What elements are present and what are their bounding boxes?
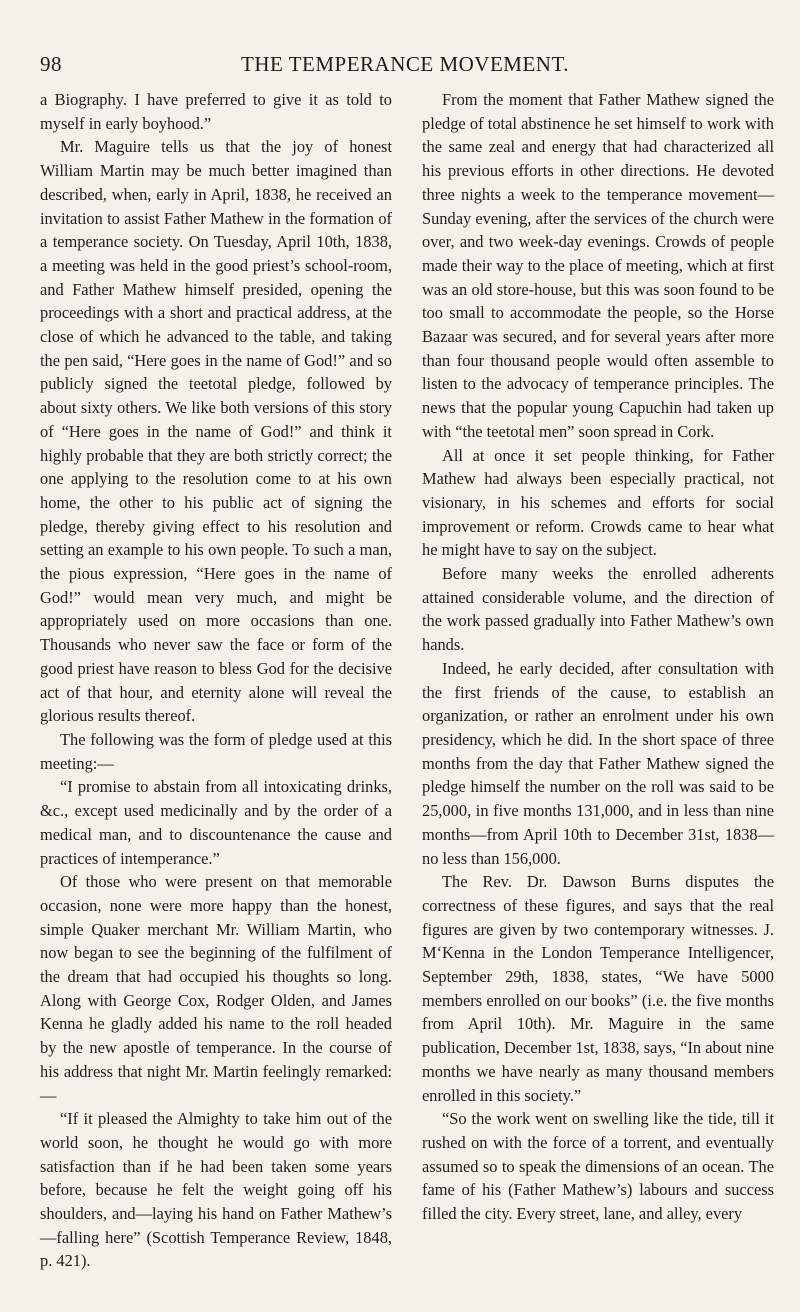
- pledge-quote: “I promise to abstain from all intoxicating drinks, &c., except used medicinally and by the order of a medical man, and to discountenance the cause and practices of intemperance.”: [40, 777, 392, 868]
- paragraph: Of those who were present on that memorable occasion, none were more happy than the honest, simple Quaker merchant Mr. William Martin, who now began to see the beginning of the fulfilment of the dream that had occupied his thoughts so long. Along with George Cox, Rodger Olden, and James Kenna he gladly added his name to the roll headed by the new apostle of temperance. In the course of his address that night Mr. Martin feelingly remarked:—: [40, 872, 392, 1105]
- martin-quote: “If it pleased the Almighty to take him out of the world soon, he thought he would go with more satisfaction than if he had been taken some years before, because he felt the weight going off his shoulders, and—laying his hand on Father Mathew’s—falling here” (Scottish Temperance Review, 1848, p. 421).: [40, 1109, 392, 1271]
- paragraph: “So the work went on swelling like the tide, till it rushed on with the force of a torrent, and eventually assumed so to speak the dimensions of an ocean. The fame of his (Father Mathew’s) labours and success filled the city. Every street, lane, and alley, every: [422, 1109, 774, 1224]
- left-column: [40, 88, 392, 1273]
- page-header: [40, 52, 770, 82]
- right-column: [422, 88, 774, 1226]
- paragraph: Before many weeks the enrolled adherents attained considerable volume, and the direction of the work passed gradually into Father Mathew’s own hands.: [422, 564, 774, 655]
- paragraph: Indeed, he early decided, after consultation with the first friends of the cause, to establish an organization, or rather an enrolment under his own presidency, which he did. In the short space of three months from the day that Father Mathew signed the pledge himself the number on the roll was said to be 25,000, in five months 131,000, and in less than nine months—from April 10th to December 31st, 1838—no less than 156,000.: [422, 658, 774, 868]
- running-title: THE TEMPERANCE MOVEMENT.: [241, 52, 569, 76]
- paragraph: Mr. Maguire tells us that the joy of honest William Martin may be much better imagined than described, when, early in April, 1838, he received an invitation to assist Father Mathew in the formation of a temperance society. On Tuesday, April 10th, 1838, a meeting was held in the good priest’s school-room, and Father Mathew himself presided, opening the proceedings with a short and practical address, at the close of which he advanced to the table, and taking the pen said, “Here goes in the name of God!” and so publicly signed the teetotal pledge, followed by about sixty others. We like both versions of this story of “Here goes in the name of God!” and think it highly probable that they are both strictly correct; the one applying to the resolution come to at his own home, the other to his public act of signing the pledge, thereby giving effect to his resolution and setting an example to his own people. To such a man, the pious expression, “Here goes in the name of God!” would mean very much, and might be appropriately used on more occasions than one. Thousands who never saw the face or form of the good priest have reason to bless God for the decisive act of that hour, and eternity alone will reveal the glorious results thereof.: [40, 137, 392, 726]
- paragraph: The following was the form of pledge used at this meeting:—: [40, 729, 392, 773]
- paragraph: All at once it set people thinking, for Father Mathew had always been especially practical, not visionary, in his schemes and efforts for social improvement or reform. Crowds came to hear what he might have to say on the subject.: [422, 445, 774, 560]
- page-number: 98: [40, 52, 62, 76]
- paragraph: a Biography. I have preferred to give it as told to myself in early boyhood.”: [40, 90, 392, 133]
- paragraph: From the moment that Father Mathew signed the pledge of total abstinence he set himself to work with the same zeal and energy that had characterized all his previous efforts in other directions. He devoted three nights a week to the temperance movement—Sunday evening, after the services of the church were over, and two week-day evenings. Crowds of people made their way to the place of meeting, which at first was an old store-house, but this was soon found to be too small to accommodate the people, so the Horse Bazaar was secured, and for several years after more than four thousand people would often assemble to listen to the advocacy of temperance principles. The news that the popular young Capuchin had taken up with “the teetotal men” soon spread in Cork.: [422, 90, 774, 441]
- paragraph: The Rev. Dr. Dawson Burns disputes the correctness of these figures, and says that the real figures are given by two contemporary witnesses. J. M‘Kenna in the London Temperance Intelligencer, September 29th, 1838, states, “We have 5000 members enrolled on our books” (i.e. the five months from April 10th). Mr. Maguire in the same publication, December 1st, 1838, says, “In about nine months we have nearly as many thousand members enrolled in this society.”: [422, 872, 774, 1105]
